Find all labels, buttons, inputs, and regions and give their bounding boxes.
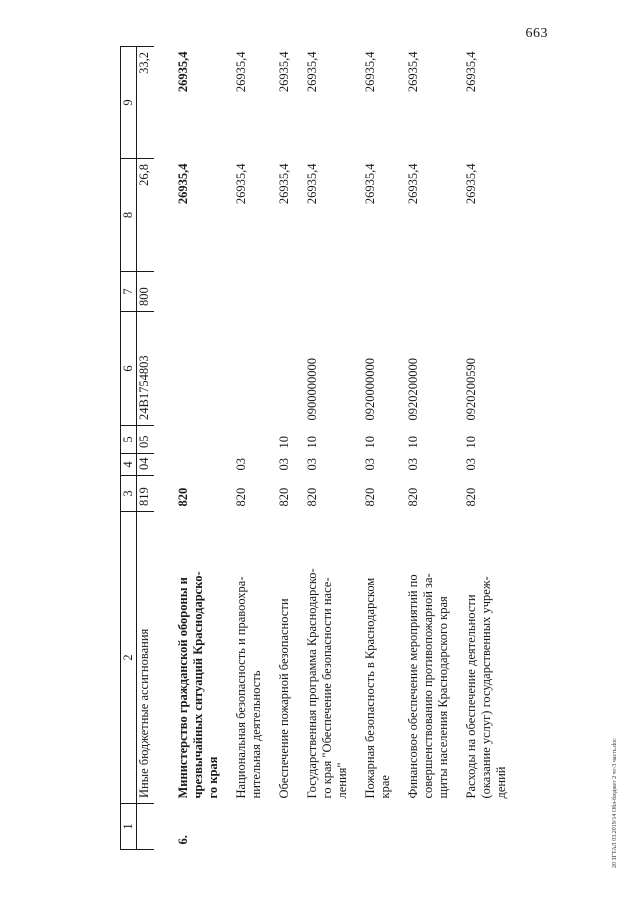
ministry-code: 820 <box>406 487 420 507</box>
target-article-code: 24В1754803 <box>137 312 155 426</box>
row-name <box>393 512 451 804</box>
table-row <box>154 47 221 850</box>
column-header: 5 <box>121 426 137 454</box>
row-name <box>221 512 264 804</box>
section-code: 04 <box>137 454 155 476</box>
table-row <box>264 47 292 850</box>
row-name-line: Государственная программа Краснодарско- <box>305 568 319 799</box>
subsection-code: 10 <box>277 436 291 449</box>
table-row <box>350 47 393 850</box>
column-header: 4 <box>121 454 137 476</box>
file-footer-note: 20 ЗГТАЛ 03.2019/14 Обл-бюджет 2 чт-3 часть.doc <box>612 738 618 868</box>
section-code: 03 <box>406 458 420 471</box>
target-article-code <box>154 312 221 426</box>
amount-approved: 26935,4 <box>176 51 190 93</box>
subsection-code: 10 <box>363 436 377 449</box>
amount-approved: 26935,4 <box>406 51 420 93</box>
row-name <box>154 512 221 804</box>
table-row <box>137 47 155 850</box>
row-name-line: Иные бюджетные ассигнования <box>137 628 151 798</box>
page-number: 663 <box>525 26 548 41</box>
row-number <box>451 804 509 850</box>
table-row <box>221 47 264 850</box>
row-number <box>264 804 292 850</box>
expense-type-code: 800 <box>137 272 155 312</box>
expense-type-code <box>221 272 264 312</box>
amount-plan: 26935,4 <box>234 163 248 205</box>
amount-approved: 33,2 <box>137 47 155 159</box>
amount-plan: 26935,4 <box>277 163 291 205</box>
row-name-line: Министерство гражданской обороны и <box>176 577 190 799</box>
row-name <box>350 512 393 804</box>
column-header: 1 <box>121 804 137 850</box>
ministry-code: 820 <box>464 487 478 507</box>
subsection-code <box>154 426 221 454</box>
row-name-line: Национальная безопасность и правоохра- <box>234 576 248 799</box>
row-name <box>137 512 155 804</box>
budget-table <box>120 46 509 850</box>
subsection-code: 10 <box>464 436 478 449</box>
row-name-line: го края <box>206 756 220 799</box>
ministry-code: 820 <box>305 487 319 507</box>
amount-approved: 26935,4 <box>277 51 291 93</box>
section-code: 03 <box>363 458 377 471</box>
target-article-code <box>264 312 292 426</box>
target-article-code: 0920200000 <box>406 358 420 421</box>
row-number <box>292 804 350 850</box>
ministry-code: 820 <box>176 487 190 507</box>
row-name <box>292 512 350 804</box>
amount-approved: 26935,4 <box>464 51 478 93</box>
row-name-line: чрезвычайных ситуаций Краснодарско- <box>191 571 205 799</box>
row-name-line: ления" <box>335 762 349 799</box>
column-header: 8 <box>121 159 137 272</box>
target-article-code: 0920200590 <box>464 358 478 421</box>
row-number <box>137 804 155 850</box>
row-name-line: (оказание услуг) государственных учреж- <box>479 576 493 799</box>
table-row <box>393 47 451 850</box>
row-name <box>264 512 292 804</box>
section-code: 03 <box>277 458 291 471</box>
row-name-line: го края "Обеспечение безопасности насе- <box>320 577 334 799</box>
target-article-code <box>221 312 264 426</box>
amount-plan: 26935,4 <box>176 163 190 205</box>
subsection-code: 05 <box>137 426 155 454</box>
expense-type-code <box>154 272 221 312</box>
amount-plan: 26935,4 <box>464 163 478 205</box>
subsection-code <box>221 426 264 454</box>
row-name-line: Расходы на обеспечение деятельности <box>464 594 478 799</box>
section-code: 03 <box>305 458 319 471</box>
expense-type-code <box>393 272 451 312</box>
section-code <box>154 454 221 476</box>
row-name-line: щиты населения Краснодарского края <box>436 596 450 799</box>
expense-type-code <box>264 272 292 312</box>
column-header: 6 <box>121 312 137 426</box>
subsection-code: 10 <box>305 436 319 449</box>
row-number <box>350 804 393 850</box>
column-number-row <box>121 47 137 850</box>
row-number <box>221 804 264 850</box>
amount-plan: 26935,4 <box>305 163 319 205</box>
ministry-code: 819 <box>137 476 155 512</box>
amount-plan: 26935,4 <box>363 163 377 205</box>
row-name-line: Финансовое обеспечение мероприятий по <box>406 574 420 799</box>
target-article-code: 0900000000 <box>305 358 319 421</box>
section-code: 03 <box>234 458 248 471</box>
row-name-line: Пожарная безопасность в Краснодарском <box>363 577 377 799</box>
amount-approved: 26935,4 <box>234 51 248 93</box>
row-name-line: крае <box>378 775 392 799</box>
ministry-code: 820 <box>277 487 291 507</box>
budget-table-rotated <box>120 47 535 850</box>
amount-approved: 26935,4 <box>363 51 377 93</box>
row-number: 6. <box>176 835 190 845</box>
row-name-line: Обеспечение пожарной безопасности <box>277 598 291 799</box>
amount-approved: 26935,4 <box>305 51 319 93</box>
row-name-line: совершенствованию противопожарной за- <box>421 573 435 799</box>
ministry-code: 820 <box>363 487 377 507</box>
row-name <box>451 512 509 804</box>
amount-plan: 26935,4 <box>406 163 420 205</box>
expense-type-code <box>350 272 393 312</box>
expense-type-code <box>451 272 509 312</box>
table-row <box>292 47 350 850</box>
column-header: 9 <box>121 47 137 159</box>
row-name-line: дений <box>494 766 508 799</box>
row-number <box>393 804 451 850</box>
row-name-line: нительная деятельность <box>249 670 263 799</box>
subsection-code: 10 <box>406 436 420 449</box>
amount-plan: 26,8 <box>137 159 155 272</box>
expense-type-code <box>292 272 350 312</box>
column-header: 3 <box>121 476 137 512</box>
ministry-code: 820 <box>234 487 248 507</box>
column-header: 7 <box>121 272 137 312</box>
table-row <box>451 47 509 850</box>
target-article-code: 0920000000 <box>363 358 377 421</box>
column-header: 2 <box>121 512 137 804</box>
section-code: 03 <box>464 458 478 471</box>
